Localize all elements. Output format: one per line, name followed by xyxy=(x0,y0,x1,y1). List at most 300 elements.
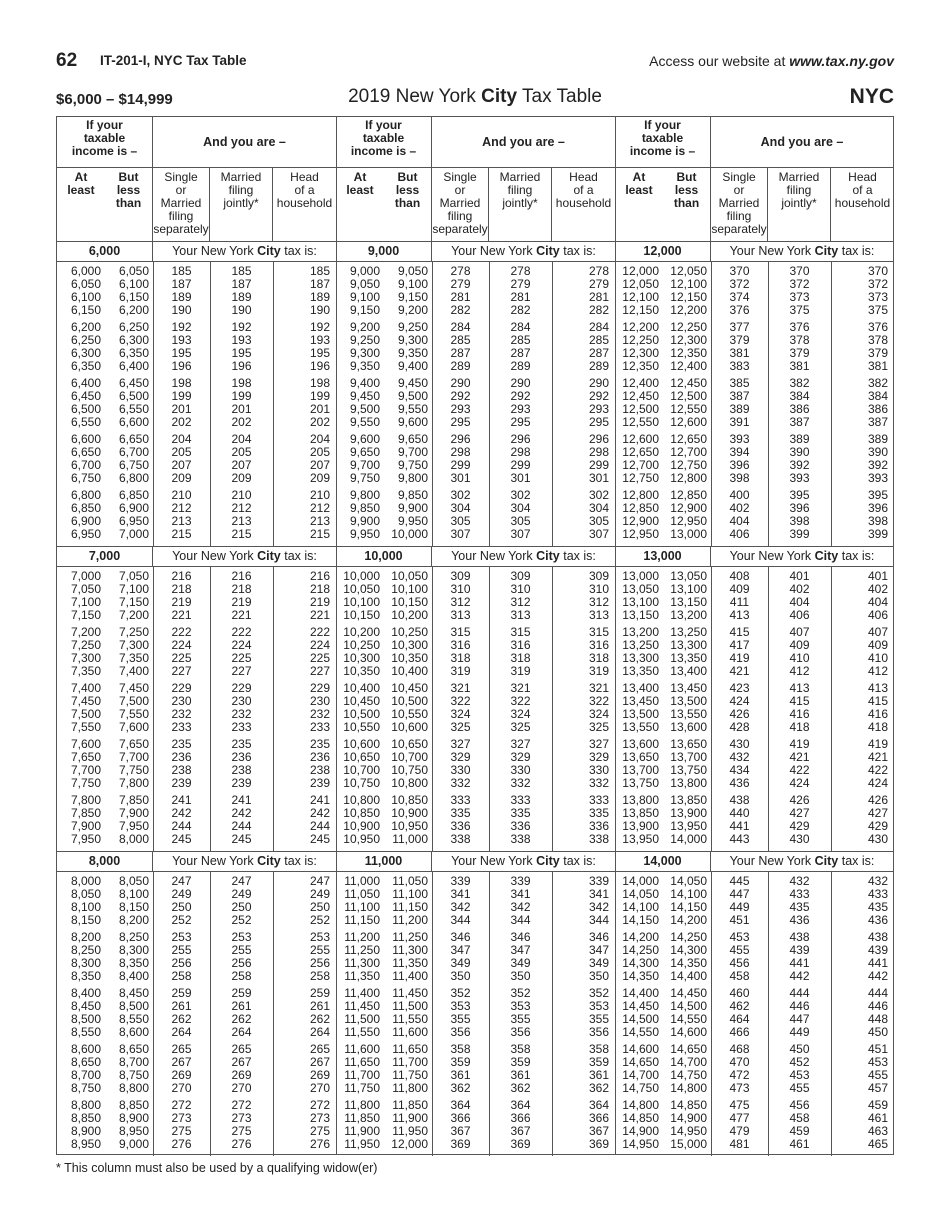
head-tax-value: 262 xyxy=(309,1012,330,1026)
head-tax-value: 384 xyxy=(867,389,888,403)
at-least-value: 11,850 xyxy=(344,1111,380,1125)
at-least-value-cell xyxy=(619,321,659,383)
at-least-value: 9,050 xyxy=(349,277,380,291)
tax-label-city: City xyxy=(257,244,281,258)
head-tax-value: 336 xyxy=(588,819,609,833)
single-tax-value: 477 xyxy=(729,1111,750,1125)
head-header-line: Head xyxy=(290,170,319,184)
less-than-value: 14,100 xyxy=(670,887,707,901)
less-than-value: 15,000 xyxy=(670,1137,707,1151)
married-tax-value: 341 xyxy=(510,887,531,901)
head-tax-value: 270 xyxy=(309,1081,330,1095)
single-tax-value: 402 xyxy=(729,501,750,515)
single-tax-value: 312 xyxy=(450,595,471,609)
at-least-value: 13,600 xyxy=(622,737,659,751)
head-tax-value: 285 xyxy=(588,333,609,347)
less-than-value: 13,950 xyxy=(670,819,707,833)
and-you-are-header: And you are – xyxy=(760,135,844,149)
married-tax-value: 358 xyxy=(510,1042,531,1056)
married-tax-value-cell xyxy=(210,931,273,993)
head-tax-value-cell xyxy=(831,433,888,495)
head-tax-value-cell xyxy=(831,987,888,1049)
married-tax-value: 316 xyxy=(510,638,531,652)
at-least-value: 8,900 xyxy=(70,1124,101,1138)
less-than-value: 10,750 xyxy=(391,763,428,777)
married-tax-value: 224 xyxy=(231,638,252,652)
table-row-group xyxy=(336,1099,615,1161)
less-than-value: 7,000 xyxy=(118,527,149,541)
at-least-value: 6,300 xyxy=(70,346,101,360)
less-than-value: 11,700 xyxy=(392,1055,428,1069)
single-tax-value: 264 xyxy=(171,1025,192,1039)
at-least-value: 6,750 xyxy=(70,471,101,485)
at-least-value-cell xyxy=(619,489,659,551)
less-than-value: 10,000 xyxy=(391,527,428,541)
less-than-value: 14,650 xyxy=(670,1042,707,1056)
single-tax-value: 336 xyxy=(450,819,471,833)
married-tax-value-cell xyxy=(768,931,831,993)
less-than-value: 14,750 xyxy=(670,1068,707,1082)
at-least-value-cell xyxy=(340,1043,380,1105)
at-least-value: 14,700 xyxy=(622,1068,659,1082)
at-least-value-cell xyxy=(340,489,380,551)
married-tax-value-cell xyxy=(210,1043,273,1105)
single-tax-value: 333 xyxy=(450,793,471,807)
married-tax-value: 352 xyxy=(510,986,531,1000)
at-least-value: 9,850 xyxy=(349,501,380,515)
married-tax-value: 215 xyxy=(231,527,252,541)
married-tax-value: 195 xyxy=(231,346,252,360)
single-tax-value: 372 xyxy=(729,277,750,291)
section-header xyxy=(57,851,336,872)
but-less-than-header xyxy=(105,167,153,241)
at-least-value: 12,100 xyxy=(622,290,659,304)
head-tax-value: 198 xyxy=(309,376,330,390)
section-header xyxy=(336,851,615,872)
table-section xyxy=(615,241,893,547)
at-least-value: 8,950 xyxy=(70,1137,101,1151)
at-least-value-cell xyxy=(340,682,380,744)
head-tax-value: 450 xyxy=(867,1025,888,1039)
head-tax-value: 349 xyxy=(588,956,609,970)
less-than-value: 8,100 xyxy=(118,887,149,901)
head-tax-value-cell xyxy=(552,1043,609,1105)
tax-label-suffix: tax is: xyxy=(838,244,875,258)
head-tax-value: 293 xyxy=(588,402,609,416)
single-tax-value: 338 xyxy=(450,832,471,846)
married-tax-value: 335 xyxy=(510,806,531,820)
at-least-value: 13,450 xyxy=(622,694,659,708)
single-tax-value: 242 xyxy=(171,806,192,820)
at-least-value-cell xyxy=(61,265,101,327)
single-tax-value: 417 xyxy=(729,638,750,652)
less-than-value: 11,300 xyxy=(392,943,428,957)
less-than-value: 9,000 xyxy=(118,1137,149,1151)
married-tax-value: 276 xyxy=(231,1137,252,1151)
but-less-than-header-line: less xyxy=(674,183,699,197)
single-tax-value: 347 xyxy=(450,943,471,957)
married-tax-value: 438 xyxy=(789,930,810,944)
head-tax-value: 295 xyxy=(588,415,609,429)
head-tax-value: 215 xyxy=(309,527,330,541)
less-than-value: 14,850 xyxy=(670,1098,707,1112)
head-tax-value: 275 xyxy=(309,1124,330,1138)
head-tax-value: 267 xyxy=(309,1055,330,1069)
married-tax-value-cell xyxy=(210,433,273,495)
single-tax-value-cell xyxy=(432,875,489,937)
head-tax-value: 249 xyxy=(309,887,330,901)
married-tax-value: 229 xyxy=(231,681,252,695)
at-least-value-cell xyxy=(619,377,659,439)
single-tax-value: 185 xyxy=(171,264,192,278)
head-tax-value: 421 xyxy=(867,750,888,764)
single-tax-value: 356 xyxy=(450,1025,471,1039)
married-tax-value-cell xyxy=(210,377,273,439)
at-least-value: 13,350 xyxy=(622,664,659,678)
less-than-value: 12,650 xyxy=(670,432,707,446)
single-tax-value: 379 xyxy=(729,333,750,347)
income-header-line: If your xyxy=(86,118,123,132)
single-tax-value: 241 xyxy=(171,793,192,807)
single-tax-value: 258 xyxy=(171,969,192,983)
single-tax-value-cell xyxy=(711,433,768,495)
single-tax-value: 353 xyxy=(450,999,471,1013)
head-tax-value: 379 xyxy=(867,346,888,360)
less-than-value: 6,900 xyxy=(118,501,149,515)
single-tax-value: 198 xyxy=(171,376,192,390)
head-tax-value: 185 xyxy=(309,264,330,278)
head-tax-value: 278 xyxy=(588,264,609,278)
section-header xyxy=(336,546,615,567)
single-tax-value: 364 xyxy=(450,1098,471,1112)
single-tax-value-cell xyxy=(711,931,768,993)
married-tax-value: 398 xyxy=(789,514,810,528)
at-least-value: 13,850 xyxy=(622,806,659,820)
at-least-value: 14,800 xyxy=(622,1098,659,1112)
less-than-value: 7,400 xyxy=(118,664,149,678)
head-header-line: Head xyxy=(569,170,598,184)
married-tax-value-cell xyxy=(768,1043,831,1105)
single-tax-value: 415 xyxy=(729,625,750,639)
married-tax-value: 204 xyxy=(231,432,252,446)
head-tax-value-cell xyxy=(831,265,888,327)
at-least-value: 7,200 xyxy=(70,625,101,639)
at-least-value: 7,850 xyxy=(70,806,101,820)
married-tax-value: 409 xyxy=(789,638,810,652)
less-than-value: 8,450 xyxy=(118,986,149,1000)
at-least-value-cell xyxy=(61,377,101,439)
table-row-group xyxy=(336,489,615,551)
single-tax-value: 443 xyxy=(729,832,750,846)
head-tax-value-cell xyxy=(831,931,888,993)
table-column-block xyxy=(336,117,616,1154)
married-tax-value: 376 xyxy=(789,320,810,334)
at-least-value: 13,550 xyxy=(622,720,659,734)
married-tax-value: 284 xyxy=(510,320,531,334)
less-than-value-cell xyxy=(105,626,149,688)
married-tax-value: 458 xyxy=(789,1111,810,1125)
table-row-group xyxy=(336,931,615,993)
married-tax-value: 364 xyxy=(510,1098,531,1112)
single-tax-value: 470 xyxy=(729,1055,750,1069)
head-tax-value-cell xyxy=(552,570,609,632)
married-tax-value: 242 xyxy=(231,806,252,820)
single-tax-value: 355 xyxy=(450,1012,471,1026)
at-least-value: 8,000 xyxy=(70,874,101,888)
at-least-value: 12,750 xyxy=(622,471,659,485)
less-than-value-cell xyxy=(384,570,428,632)
married-tax-value-cell xyxy=(768,626,831,688)
single-tax-value-cell xyxy=(432,626,489,688)
less-than-value: 9,400 xyxy=(397,359,428,373)
head-tax-value: 395 xyxy=(867,488,888,502)
at-least-value: 9,800 xyxy=(349,488,380,502)
website-link[interactable]: www.tax.ny.gov xyxy=(789,53,894,69)
married-tax-value: 330 xyxy=(510,763,531,777)
single-tax-value: 376 xyxy=(729,303,750,317)
head-tax-value: 292 xyxy=(588,389,609,403)
single-tax-value-cell xyxy=(711,794,768,856)
less-than-value: 10,350 xyxy=(391,651,428,665)
less-than-value: 8,200 xyxy=(118,913,149,927)
section-header xyxy=(57,241,336,262)
married-tax-value: 261 xyxy=(231,999,252,1013)
less-than-value: 12,700 xyxy=(670,445,707,459)
but-less-than-header-line: than xyxy=(394,196,421,210)
at-least-value-cell xyxy=(619,987,659,1049)
single-tax-value-cell xyxy=(711,1099,768,1161)
less-than-value: 7,450 xyxy=(118,681,149,695)
single-header xyxy=(432,167,489,241)
table-row-group xyxy=(57,321,336,383)
at-least-value: 9,150 xyxy=(349,303,380,317)
at-least-value: 6,650 xyxy=(70,445,101,459)
married-tax-value: 329 xyxy=(510,750,531,764)
head-tax-value: 322 xyxy=(588,694,609,708)
less-than-value-cell xyxy=(663,377,707,439)
married-tax-value-cell xyxy=(768,433,831,495)
head-tax-value: 463 xyxy=(867,1124,888,1138)
married-tax-value: 447 xyxy=(789,1012,810,1026)
head-tax-value: 304 xyxy=(588,501,609,515)
head-tax-value: 396 xyxy=(867,501,888,515)
less-than-value: 13,050 xyxy=(670,569,707,583)
head-tax-value: 341 xyxy=(588,887,609,901)
head-tax-value: 242 xyxy=(309,806,330,820)
at-least-value: 9,400 xyxy=(349,376,380,390)
single-tax-value: 285 xyxy=(450,333,471,347)
head-tax-value-cell xyxy=(552,875,609,937)
married-tax-value-cell xyxy=(210,570,273,632)
head-tax-value-cell xyxy=(552,626,609,688)
head-tax-value-cell xyxy=(831,738,888,800)
tax-label-city: City xyxy=(814,244,839,258)
at-least-value: 7,600 xyxy=(70,737,101,751)
head-tax-value-cell xyxy=(552,931,609,993)
head-tax-value: 364 xyxy=(588,1098,609,1112)
married-header-line: Married xyxy=(220,170,262,184)
married-tax-value: 292 xyxy=(510,389,531,403)
single-tax-value: 383 xyxy=(729,359,750,373)
less-than-value: 7,500 xyxy=(118,694,149,708)
married-tax-value-cell xyxy=(489,987,552,1049)
less-than-value: 10,450 xyxy=(391,681,428,695)
head-tax-value: 273 xyxy=(309,1111,330,1125)
head-tax-value: 362 xyxy=(588,1081,609,1095)
income-header-line: income is – xyxy=(71,144,138,158)
married-tax-value-cell xyxy=(210,265,273,327)
at-least-value: 10,900 xyxy=(343,819,380,833)
head-tax-value: 239 xyxy=(309,776,330,790)
at-least-value: 7,400 xyxy=(70,681,101,695)
less-than-value: 9,550 xyxy=(397,402,428,416)
at-least-header-line: At xyxy=(353,170,367,184)
income-header xyxy=(336,117,432,167)
header-row-2 xyxy=(57,167,336,242)
tax-label-city: City xyxy=(536,854,560,868)
single-tax-value-cell xyxy=(711,738,768,800)
head-tax-value: 282 xyxy=(588,303,609,317)
head-tax-value: 247 xyxy=(309,874,330,888)
less-than-value: 10,950 xyxy=(391,819,428,833)
section-tax-label xyxy=(711,546,893,566)
at-least-header-line: At xyxy=(74,170,88,184)
at-least-value: 8,250 xyxy=(70,943,101,957)
single-tax-value: 319 xyxy=(450,664,471,678)
married-tax-value: 252 xyxy=(231,913,252,927)
less-than-value: 10,400 xyxy=(391,664,428,678)
single-tax-value: 304 xyxy=(450,501,471,515)
at-least-value-cell xyxy=(619,794,659,856)
married-tax-value: 278 xyxy=(510,264,531,278)
head-tax-value: 446 xyxy=(867,999,888,1013)
less-than-value: 13,350 xyxy=(670,651,707,665)
table-title-bar xyxy=(56,86,894,112)
head-tax-value: 253 xyxy=(309,930,330,944)
married-tax-value: 209 xyxy=(231,471,252,485)
at-least-value-cell xyxy=(340,265,380,327)
head-tax-value: 301 xyxy=(588,471,609,485)
head-tax-value: 329 xyxy=(588,750,609,764)
less-than-value: 11,150 xyxy=(392,900,428,914)
single-tax-value: 332 xyxy=(450,776,471,790)
single-tax-value: 265 xyxy=(171,1042,192,1056)
less-than-value: 9,300 xyxy=(397,333,428,347)
less-than-value: 13,600 xyxy=(670,720,707,734)
at-least-value-cell xyxy=(61,682,101,744)
less-than-value: 8,850 xyxy=(118,1098,149,1112)
less-than-value: 8,300 xyxy=(118,943,149,957)
married-tax-value: 413 xyxy=(789,681,810,695)
less-than-value: 11,200 xyxy=(392,913,428,927)
married-tax-value: 455 xyxy=(789,1081,810,1095)
table-row-group xyxy=(336,738,615,800)
at-least-value-cell xyxy=(61,626,101,688)
single-tax-value-cell xyxy=(153,1043,210,1105)
less-than-value: 11,000 xyxy=(392,832,428,846)
single-tax-value: 192 xyxy=(171,320,192,334)
head-tax-value: 338 xyxy=(588,832,609,846)
less-than-value: 6,100 xyxy=(118,277,149,291)
head-tax-value-cell xyxy=(831,489,888,551)
married-tax-value: 393 xyxy=(789,471,810,485)
single-tax-value: 475 xyxy=(729,1098,750,1112)
single-tax-value: 381 xyxy=(729,346,750,360)
less-than-value: 6,400 xyxy=(118,359,149,373)
head-header-line: household xyxy=(555,196,612,210)
head-tax-value-cell xyxy=(273,433,330,495)
single-tax-value-cell xyxy=(711,987,768,1049)
single-tax-value: 441 xyxy=(729,819,750,833)
married-tax-value: 418 xyxy=(789,720,810,734)
less-than-value: 13,850 xyxy=(670,793,707,807)
less-than-value: 12,950 xyxy=(670,514,707,528)
less-than-value: 9,500 xyxy=(397,389,428,403)
less-than-value: 8,050 xyxy=(118,874,149,888)
less-than-value: 10,100 xyxy=(391,582,428,596)
head-tax-value: 205 xyxy=(309,445,330,459)
table-row-group xyxy=(615,489,893,551)
at-least-value: 12,650 xyxy=(622,445,659,459)
at-least-value: 11,000 xyxy=(344,874,380,888)
at-least-value: 6,000 xyxy=(70,264,101,278)
head-tax-value: 284 xyxy=(588,320,609,334)
less-than-value-cell xyxy=(105,321,149,383)
at-least-value: 10,800 xyxy=(343,793,380,807)
single-tax-value: 204 xyxy=(171,432,192,446)
head-tax-value-cell xyxy=(273,265,330,327)
head-tax-value: 347 xyxy=(588,943,609,957)
table-row-group xyxy=(336,265,615,327)
married-tax-value: 404 xyxy=(789,595,810,609)
single-tax-value-cell xyxy=(432,987,489,1049)
married-tax-value-cell xyxy=(768,570,831,632)
table-row-group xyxy=(57,875,336,937)
married-tax-value: 267 xyxy=(231,1055,252,1069)
married-tax-value: 399 xyxy=(789,527,810,541)
married-tax-value: 446 xyxy=(789,999,810,1013)
section-start-amount: 9,000 xyxy=(336,241,432,261)
tax-label-prefix: Your New York xyxy=(451,244,537,258)
less-than-value: 7,250 xyxy=(118,625,149,639)
tax-label-suffix: tax is: xyxy=(838,854,875,868)
less-than-value: 9,250 xyxy=(397,320,428,334)
married-tax-value: 190 xyxy=(231,303,252,317)
head-tax-value: 209 xyxy=(309,471,330,485)
section-start-amount: 14,000 xyxy=(615,851,711,871)
section-tax-label xyxy=(432,851,615,871)
single-tax-value: 270 xyxy=(171,1081,192,1095)
single-header xyxy=(153,167,210,241)
less-than-value: 14,450 xyxy=(670,986,707,1000)
at-least-value: 14,900 xyxy=(622,1124,659,1138)
at-least-value: 6,050 xyxy=(70,277,101,291)
at-least-header-line: least xyxy=(346,183,374,197)
head-header xyxy=(273,167,336,241)
at-least-value-cell xyxy=(61,1043,101,1105)
married-tax-value: 282 xyxy=(510,303,531,317)
at-least-value: 14,250 xyxy=(622,943,659,957)
but-less-than-header xyxy=(384,167,432,241)
less-than-value-cell xyxy=(663,433,707,495)
at-least-value: 12,950 xyxy=(622,527,659,541)
at-least-value: 7,100 xyxy=(70,595,101,609)
single-tax-value: 210 xyxy=(171,488,192,502)
single-tax-value-cell xyxy=(432,377,489,439)
at-least-value: 13,750 xyxy=(622,776,659,790)
less-than-value: 7,650 xyxy=(118,737,149,751)
head-tax-value: 448 xyxy=(867,1012,888,1026)
